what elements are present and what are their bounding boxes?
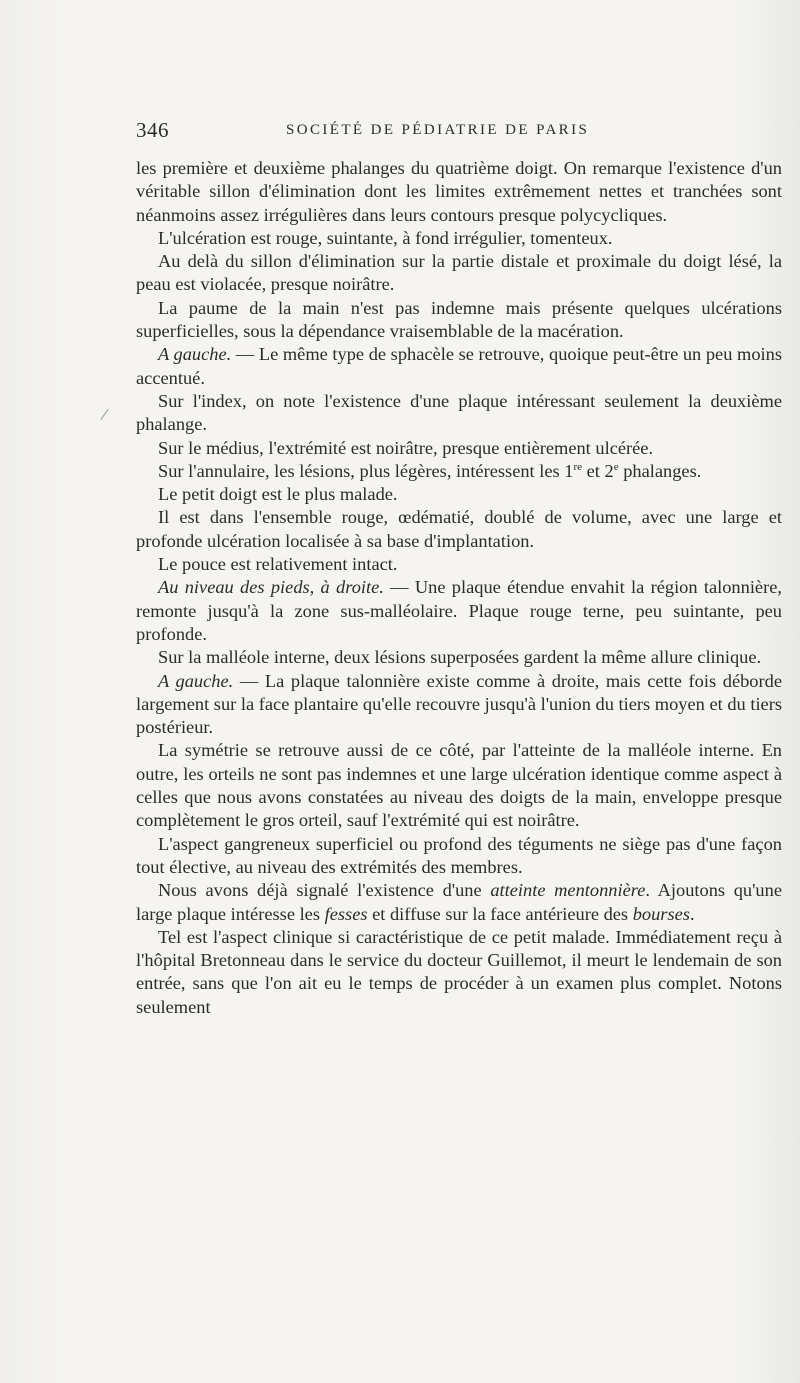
paragraph: Sur la malléole interne, deux lésions superposées gardent la même allure clinique. xyxy=(158,647,762,668)
running-head: SOCIÉTÉ DE PÉDIATRIE DE PARIS xyxy=(286,122,590,138)
paragraph: A gauche. — Le même type de sphacèle se retrouve, quoique peut-être un peu moins accentué. xyxy=(136,344,782,388)
paragraph: L'aspect gangreneux superficiel ou profond des téguments ne siège pas d'une façon tout élective, au niveau des extrémités des membres. xyxy=(136,833,782,877)
page-header xyxy=(136,118,780,148)
paragraph: L'ulcération est rouge, suintante, à fond irrégulier, tomenteux. xyxy=(158,227,613,248)
body-text xyxy=(136,157,782,1019)
paragraph: Sur l'annulaire, les lésions, plus légères, intéressent les 1re et 2e phalanges. xyxy=(158,460,702,481)
italic-heading: A gauche. xyxy=(158,344,232,365)
paragraph: Tel est l'aspect clinique si caractéristique de ce petit malade. Immédiatement reçu à l'hôpital Bretonneau dans le service du docteur Guillemot, il meurt le lendemain de son entrée, sans que l'on ait eu le temps de procéder à un examen plus complet. Notons seulement xyxy=(136,926,782,1017)
paragraph: Sur le médius, l'extrémité est noirâtre, presque entièrement ulcérée. xyxy=(158,437,654,458)
paragraph: A gauche. — La plaque talonnière existe comme à droite, mais cette fois déborde largement sur la face plantaire qu'elle recouvre jusqu'à l'union du tiers moyen et du tiers postérieur. xyxy=(136,670,782,738)
paragraph: Le pouce est relativement intact. xyxy=(158,554,398,575)
paragraph: Il est dans l'ensemble rouge, œdématié, doublé de volume, avec une large et profonde ulcération localisée à sa base d'implantation. xyxy=(136,507,782,551)
italic-heading: A gauche. xyxy=(158,670,234,691)
paragraph: Au niveau des pieds, à droite. — Une plaque étendue envahit la région talonnière, remonte jusqu'à la zone sus-malléolaire. Plaque rouge terne, peu suintante, peu profonde. xyxy=(136,577,782,644)
page-number: 346 xyxy=(136,118,169,142)
paragraph: les première et deuxième phalanges du quatrième doigt. On remarque l'existence d'un véritable sillon d'élimination dont les limites extrêmement nettes et tranchées sont néanmoins assez irrégulières dans leurs contours presque polycycliques. xyxy=(136,158,782,225)
paragraph: La symétrie se retrouve aussi de ce côté, par l'atteinte de la malléole interne. En outre, les orteils ne sont pas indemnes et une large ulcération identique comme aspect à celles que nous avons constatées au niveau des doigts de la main, enveloppe presque complètement le gros orteil, sauf l'extrémité qui est noirâtre. xyxy=(136,740,782,831)
margin-mark xyxy=(100,409,108,420)
italic-heading: Au niveau des pieds, à droite. xyxy=(158,577,384,598)
paragraph: Le petit doigt est le plus malade. xyxy=(158,484,398,505)
paragraph: Au delà du sillon d'élimination sur la partie distale et proximale du doigt lésé, la peau est violacée, presque noirâtre. xyxy=(136,251,782,295)
paragraph: La paume de la main n'est pas indemne mais présente quelques ulcérations superficielles, sous la dépendance vraisemblable de la macération. xyxy=(136,297,782,342)
paragraph: Sur l'index, on note l'existence d'une plaque intéressant seulement la deuxième phalange. xyxy=(136,390,782,435)
paragraph: Nous avons déjà signalé l'existence d'une atteinte mentonnière. Ajoutons qu'une large plaque intéresse les fesses et diffuse sur la face antérieure des bourses. xyxy=(136,880,782,924)
